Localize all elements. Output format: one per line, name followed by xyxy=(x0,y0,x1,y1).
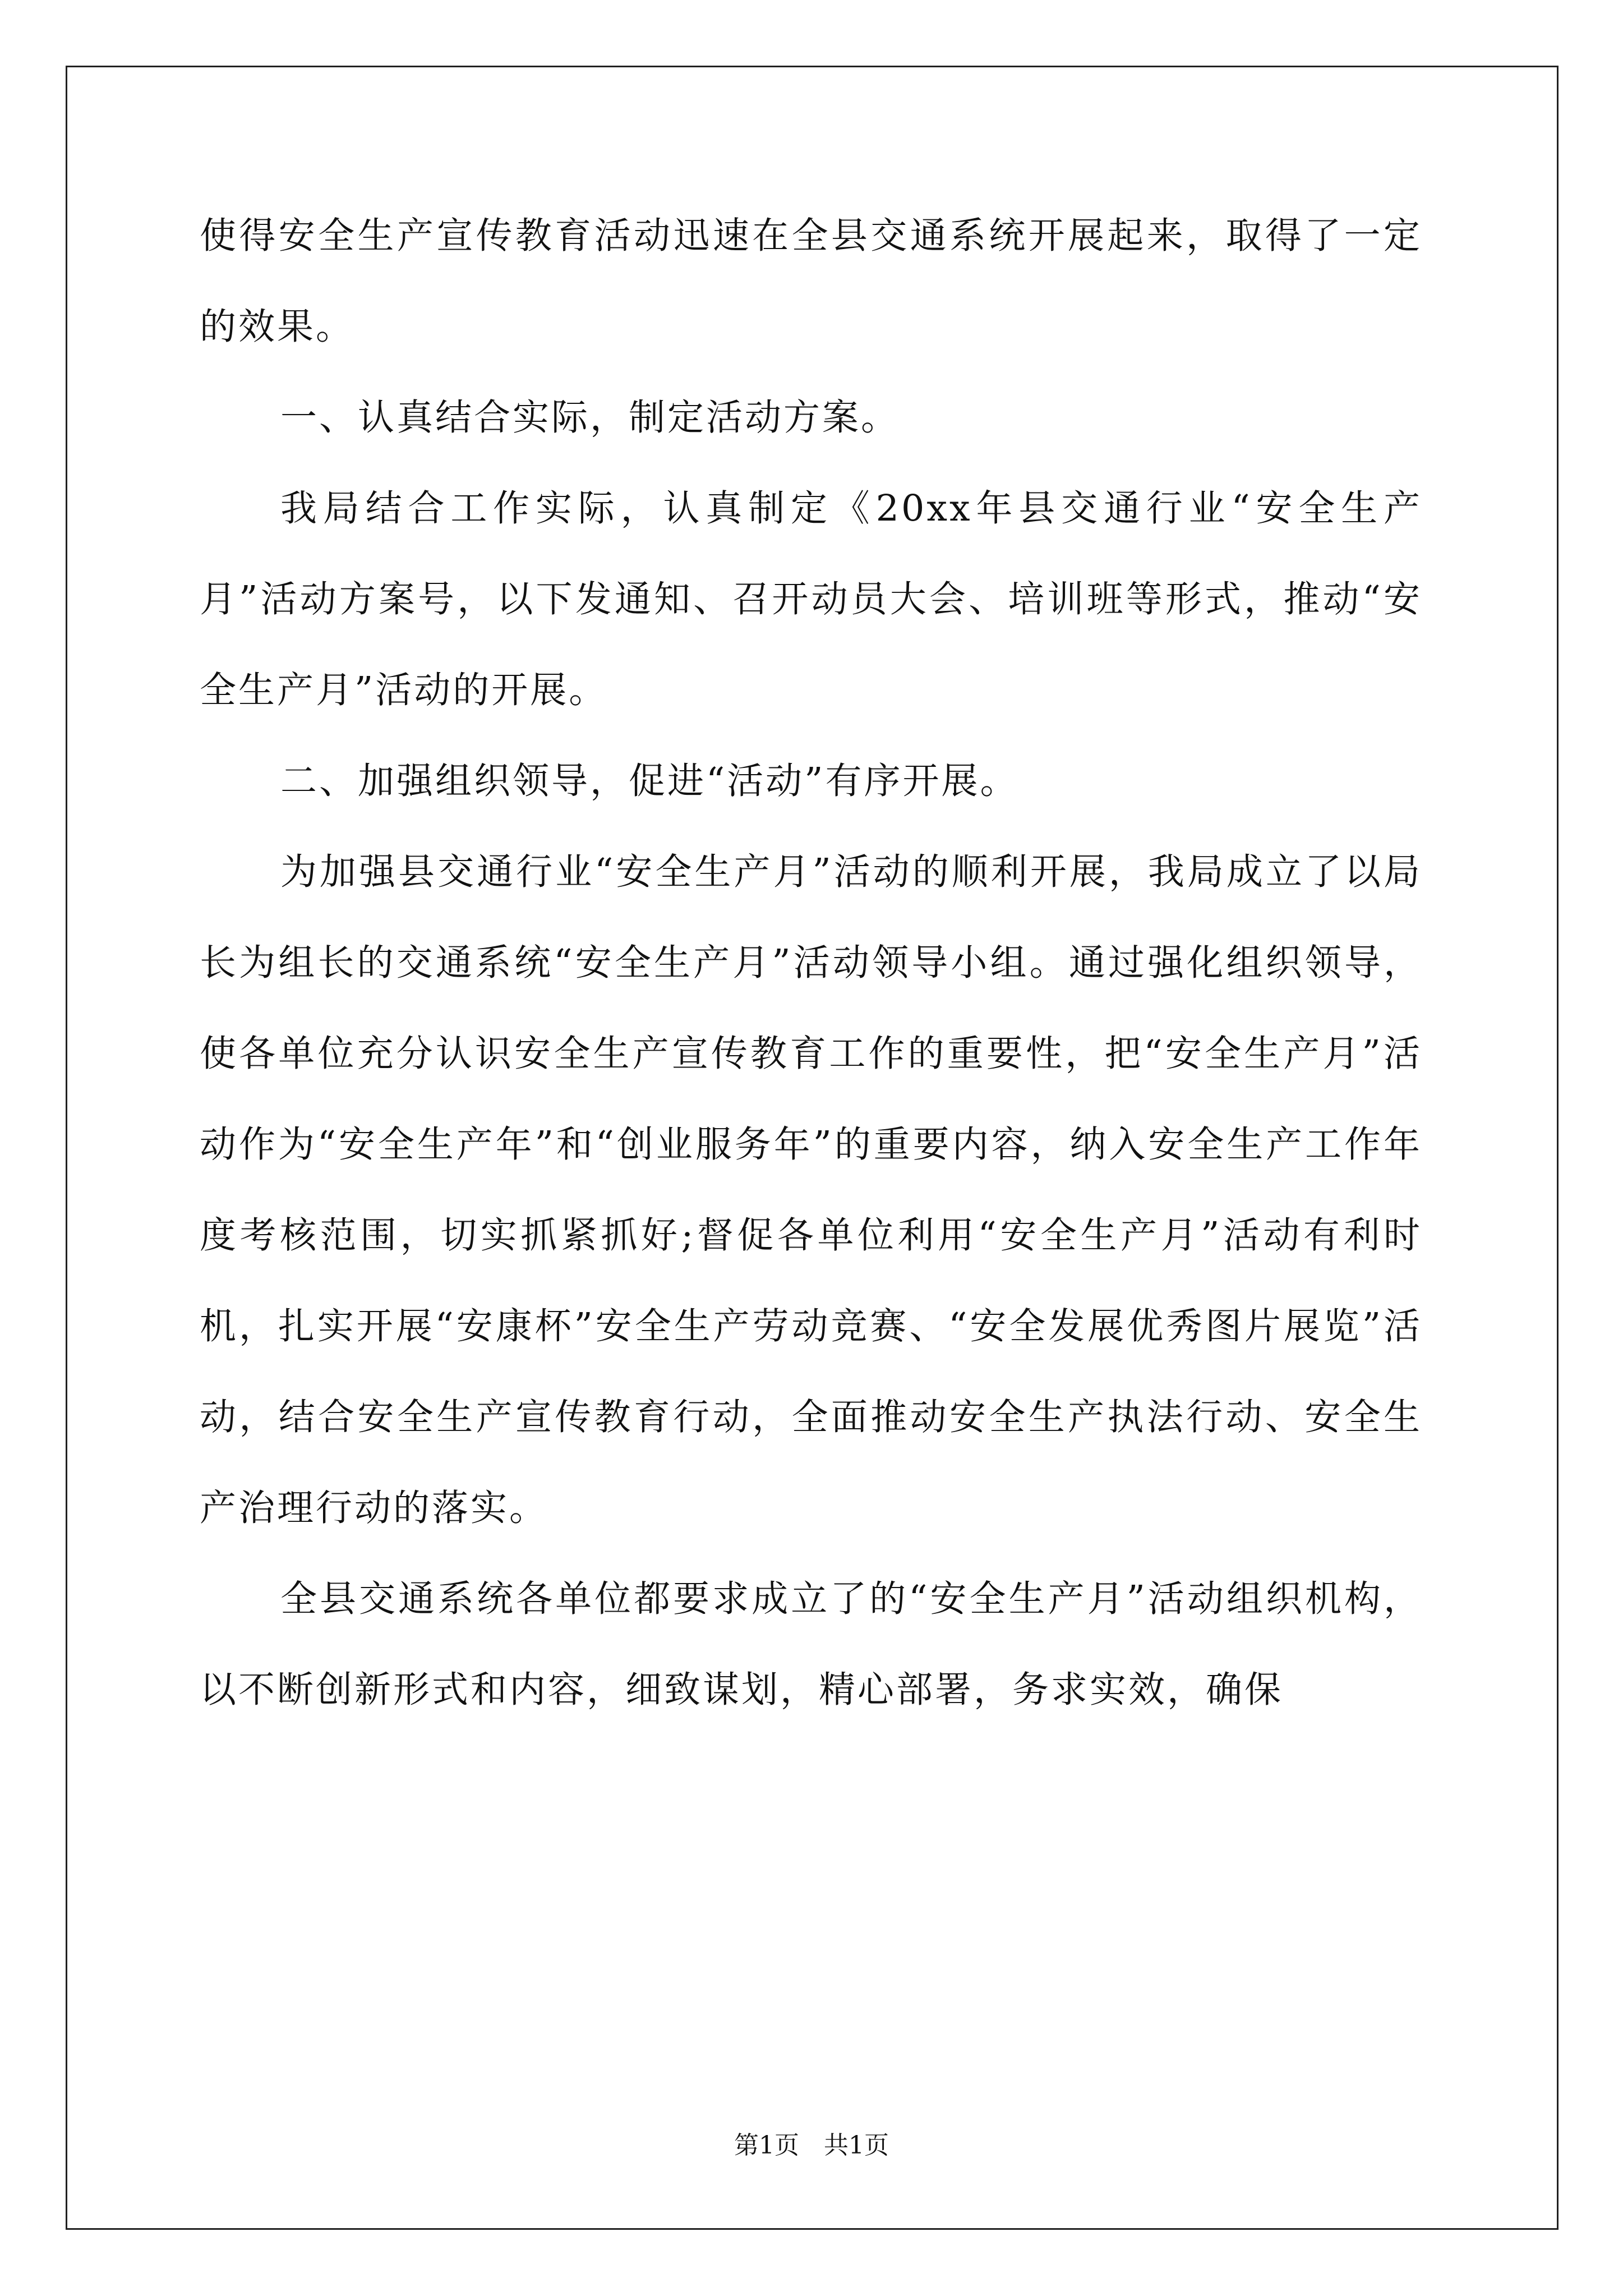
section-heading: 二、加强组织领导，促进“活动”有序开展。 xyxy=(280,760,1019,802)
section-heading: 一、认真结合实际，制定活动方案。 xyxy=(280,397,900,439)
page-number: 第1页 共1页 xyxy=(734,2131,889,2160)
paragraph: 我局结合工作实际，认真制定《20xx年县交通行业“安全生产月”活动方案号，以下发通知、召开动员大会、培训班等形式，推动“安全生产月”活动的开展。 xyxy=(200,487,1422,711)
paragraph: 为加强县交通行业“安全生产月”活动的顺利开展，我局成立了以局长为组长的交通系统“安全生产月”活动领导小组。通过强化组织领导，使各单位充分认识安全生产宣传教育工作的重要性，把“安全生产月”活动作为“安全生产年”和“创业服务年”的重要内容，纳入安全生产工作年度考核范围，切实抓紧抓好;督促各单位利用“安全生产月”活动有利时机，扎实开展“安康杯”安全生产劳动竞赛、“安全发展优秀图片展览”活动，结合安全生产宣传教育行动，全面推动安全生产执法行动、安全生产治理行动的落实。 xyxy=(200,851,1422,1529)
paragraph: 使得安全生产宣传教育活动迅速在全县交通系统开展起来，取得了一定的效果。 xyxy=(200,215,1422,348)
document-body xyxy=(200,191,1422,1736)
paragraph: 全县交通系统各单位都要求成立了的“安全生产月”活动组织机构，以不断创新形式和内容，细致谋划，精心部署，务求实效，确保 xyxy=(200,1578,1422,1711)
